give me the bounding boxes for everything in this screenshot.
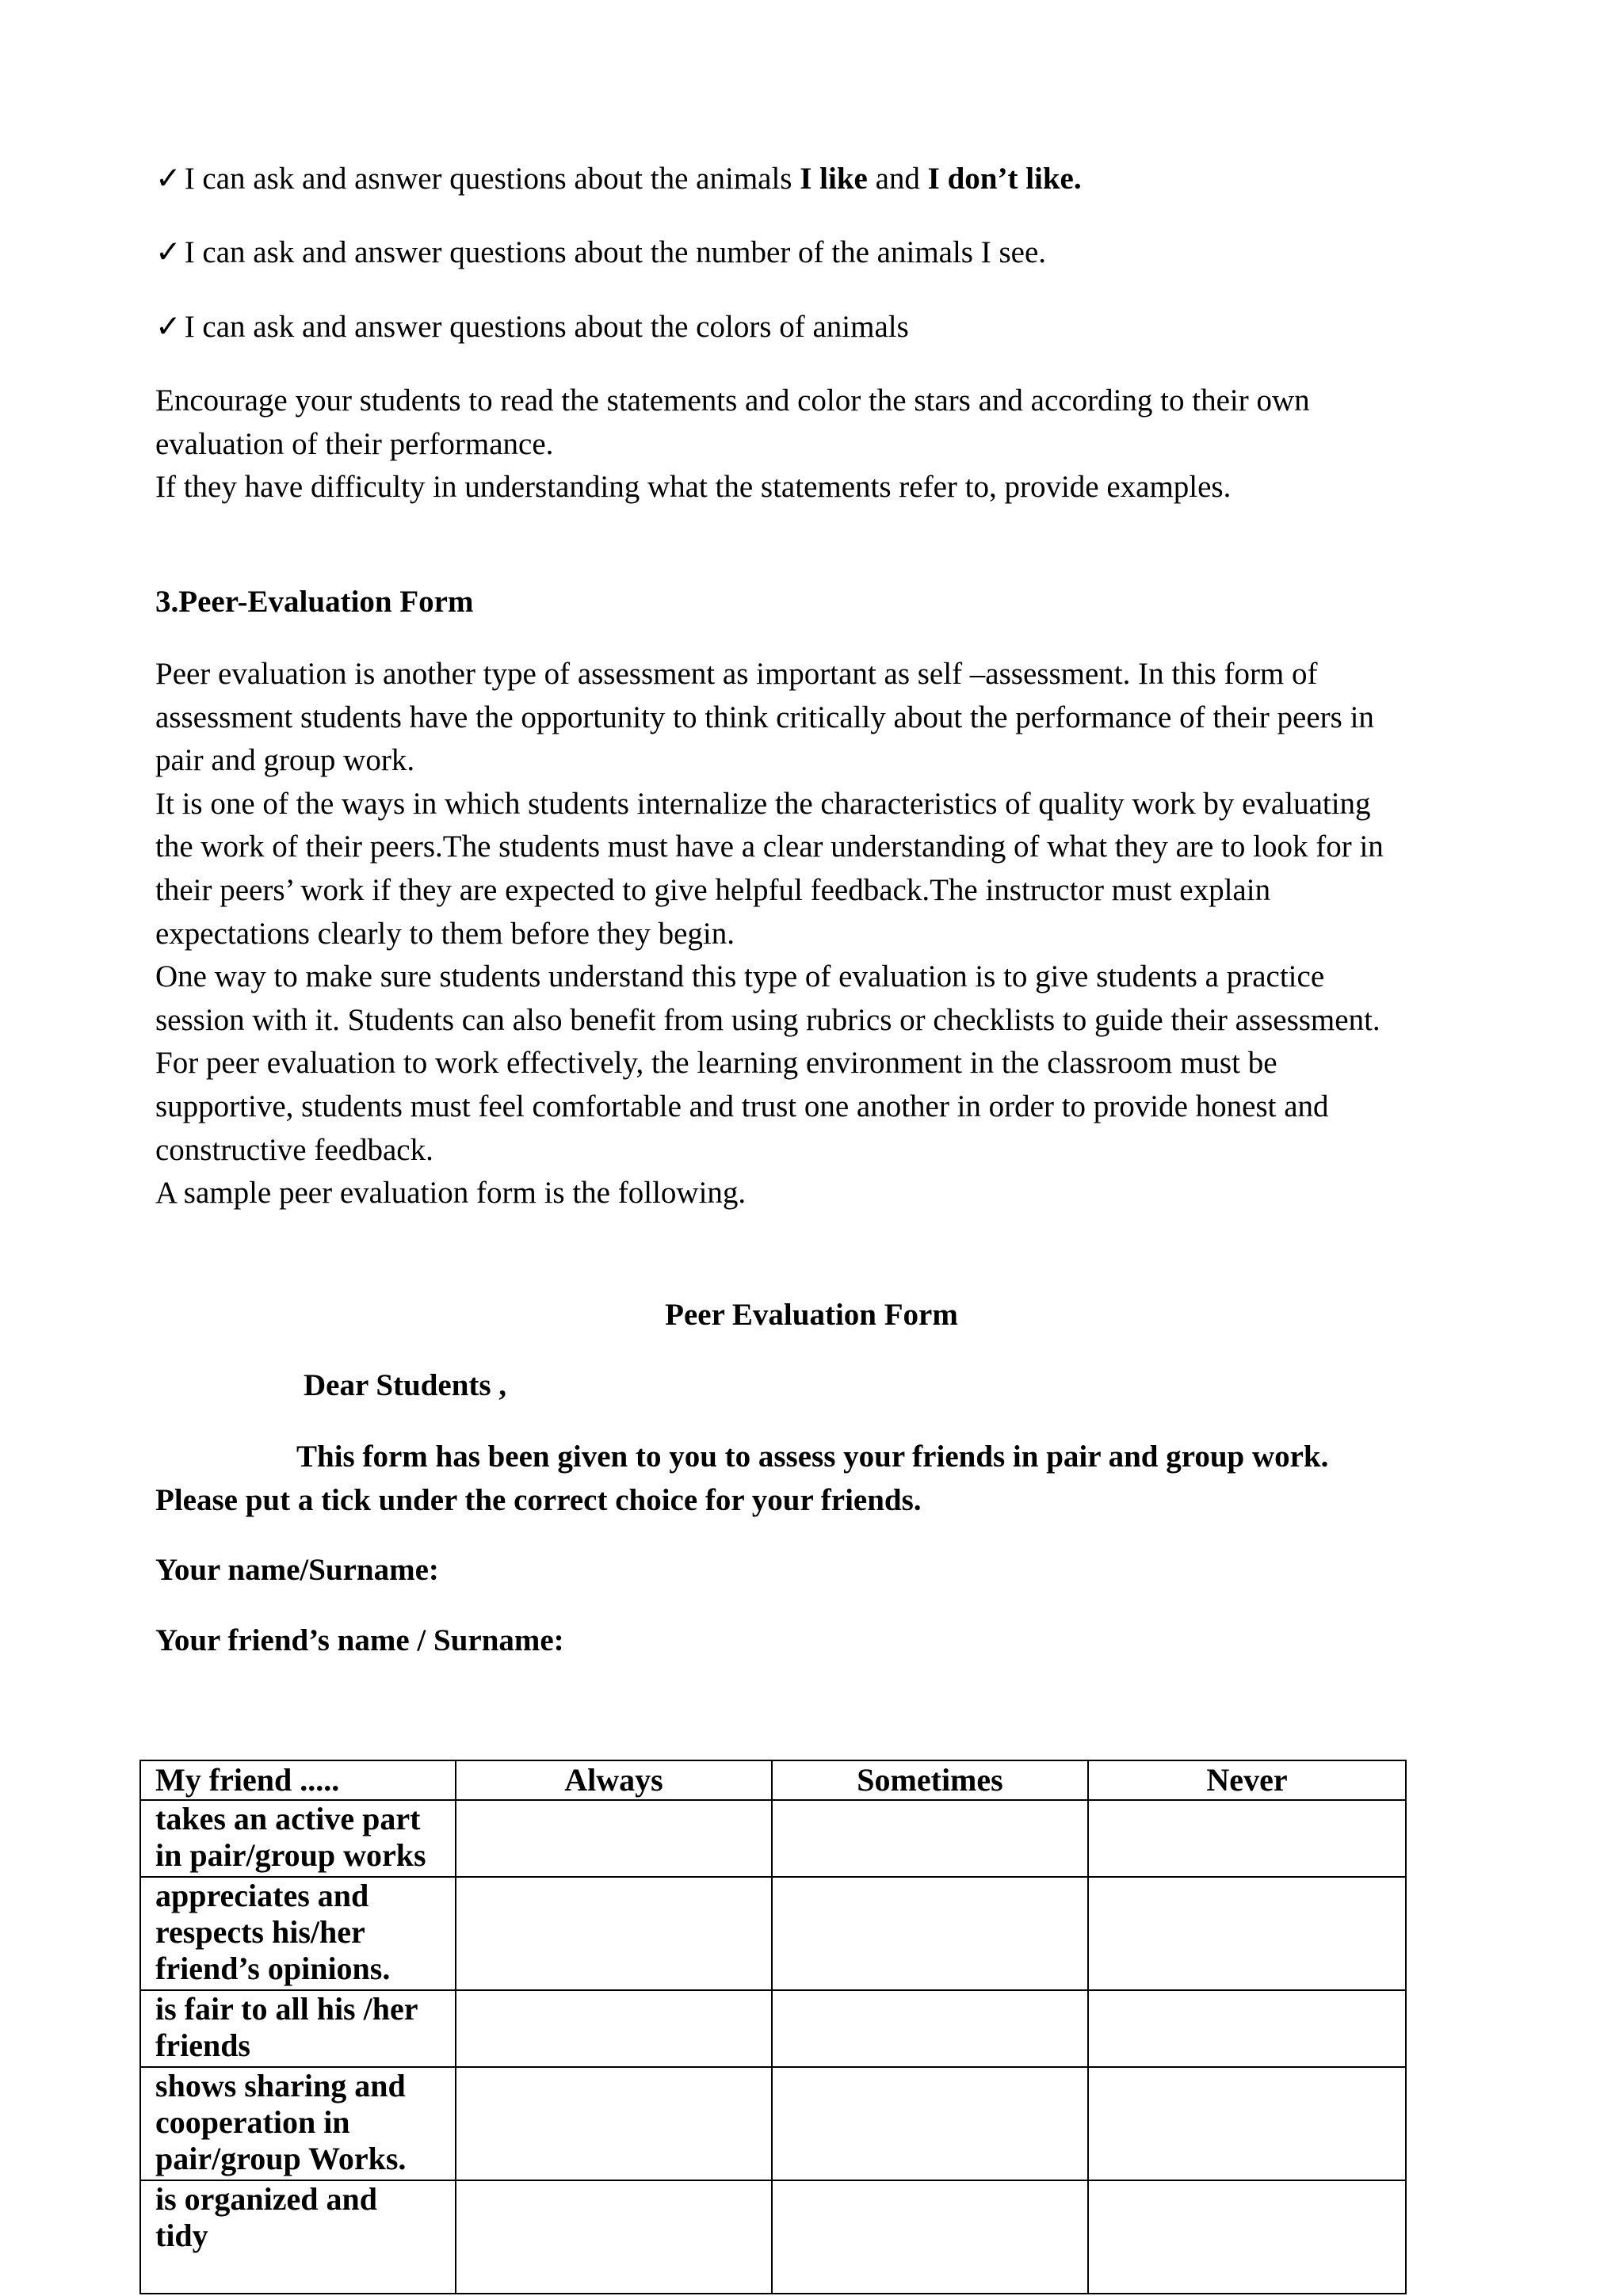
body-paragraph [155, 653, 1503, 1215]
criterion-cell [140, 1800, 456, 1877]
criterion-cell [140, 2180, 456, 2294]
statement-1-text: I can ask and asnwer questions about the animals [184, 162, 800, 196]
always-cell[interactable] [456, 2067, 772, 2180]
header-sometimes: Sometimes [772, 1760, 1088, 1800]
table-row [140, 2067, 1406, 2180]
criterion-line: tidy [155, 2218, 208, 2253]
header-my-friend: My friend ..... [140, 1760, 456, 1800]
checkmark-icon: ✓ [155, 162, 181, 196]
body-line: session with it. Students can also benefit from using rubrics or checklists to guide their assessment. [155, 1002, 1381, 1037]
checkmark-icon: ✓ [155, 310, 181, 344]
table-row [140, 2180, 1406, 2294]
section-heading: 3.Peer-Evaluation Form [155, 585, 474, 619]
name-label: Your name/Surname: [155, 1553, 439, 1587]
body-line: the work of their peers.The students must have a clear understanding of what they are to look for in [155, 830, 1384, 864]
statement-1-bold-like: I like [800, 162, 868, 196]
checkmark-icon: ✓ [155, 235, 181, 269]
criterion-line: shows sharing and [155, 2068, 406, 2103]
statement-1-bold-dont-like: I don’t like. [927, 162, 1082, 196]
body-line: constructive feedback. [155, 1132, 433, 1167]
table-header-row [140, 1760, 1406, 1800]
criterion-cell [140, 1877, 456, 1990]
criterion-line: friends [155, 2027, 250, 2063]
criterion-cell [140, 2067, 456, 2180]
statement-3-text: I can ask and answer questions about the colors of animals [184, 310, 909, 344]
body-line: their peers’ work if they are expected to give helpful feedback.The instructor must explain [155, 872, 1271, 907]
sometimes-cell[interactable] [772, 2067, 1088, 2180]
statement-1 [155, 158, 1082, 200]
criterion-line: takes an active part [155, 1801, 421, 1836]
table-row [140, 1990, 1406, 2067]
intro-line: evaluation of their performance. [155, 426, 554, 461]
body-line: pair and group work. [155, 743, 415, 778]
never-cell[interactable] [1088, 1990, 1406, 2067]
friend-name-label: Your friend’s name / Surname: [155, 1623, 564, 1657]
always-cell[interactable] [456, 1990, 772, 2067]
always-cell[interactable] [456, 1800, 772, 1877]
body-line: assessment students have the opportunity to think critically about the performance of their peers in [155, 700, 1374, 734]
criterion-line: respects his/her [155, 1914, 365, 1950]
intro-line: If they have difficulty in understanding what the statements refer to, provide examples. [155, 470, 1232, 505]
sometimes-cell[interactable] [772, 2180, 1088, 2294]
body-line: supportive, students must feel comfortable and trust one another in order to provide honest and [155, 1089, 1329, 1123]
body-line: It is one of the ways in which students internalize the characteristics of quality work by evaluating [155, 786, 1371, 821]
body-line: One way to make sure students understand this type of evaluation is to give students a practice [155, 959, 1325, 994]
never-cell[interactable] [1088, 1800, 1406, 1877]
criterion-line: appreciates and [155, 1878, 369, 1913]
never-cell[interactable] [1088, 2180, 1406, 2294]
header-never: Never [1088, 1760, 1406, 1800]
body-line: Peer evaluation is another type of assessment as important as self –assessment. In this form of [155, 657, 1318, 691]
criterion-line: pair/group Works. [155, 2141, 407, 2176]
statement-3 [155, 306, 909, 349]
criterion-line: is fair to all his /her [155, 1991, 418, 2027]
criterion-line: is organized and [155, 2181, 378, 2217]
body-line: For peer evaluation to work effectively, the learning environment in the classroom must be [155, 1046, 1277, 1081]
peer-evaluation-table [139, 1760, 1407, 2294]
always-cell[interactable] [456, 1877, 772, 1990]
criterion-line: cooperation in [155, 2104, 350, 2140]
statement-2 [155, 231, 1046, 274]
criterion-line: in pair/group works [155, 1837, 426, 1873]
criterion-cell [140, 1990, 456, 2067]
never-cell[interactable] [1088, 1877, 1406, 1990]
sometimes-cell[interactable] [772, 1877, 1088, 1990]
statement-1-and: and [867, 162, 928, 196]
form-title: Peer Evaluation Form [665, 1298, 958, 1332]
intro-line: Encourage your students to read the statements and color the stars and according to their own [155, 383, 1310, 418]
sometimes-cell[interactable] [772, 1990, 1088, 2067]
intro-paragraph [155, 379, 1503, 509]
header-always: Always [456, 1760, 772, 1800]
form-instruction-line2: Please put a tick under the correct choice for your friends. [155, 1483, 922, 1517]
form-greeting: Dear Students , [304, 1368, 507, 1402]
table-row [140, 1877, 1406, 1990]
criterion-line: friend’s opinions. [155, 1951, 391, 1986]
statement-2-text: I can ask and answer questions about the number of the animals I see. [184, 235, 1047, 269]
never-cell[interactable] [1088, 2067, 1406, 2180]
table-row [140, 1800, 1406, 1877]
body-line: expectations clearly to them before they begin. [155, 916, 735, 951]
always-cell[interactable] [456, 2180, 772, 2294]
form-instruction-line1: This form has been given to you to assess your friends in pair and group work. [296, 1440, 1329, 1474]
body-line: A sample peer evaluation form is the following. [155, 1176, 747, 1211]
sometimes-cell[interactable] [772, 1800, 1088, 1877]
